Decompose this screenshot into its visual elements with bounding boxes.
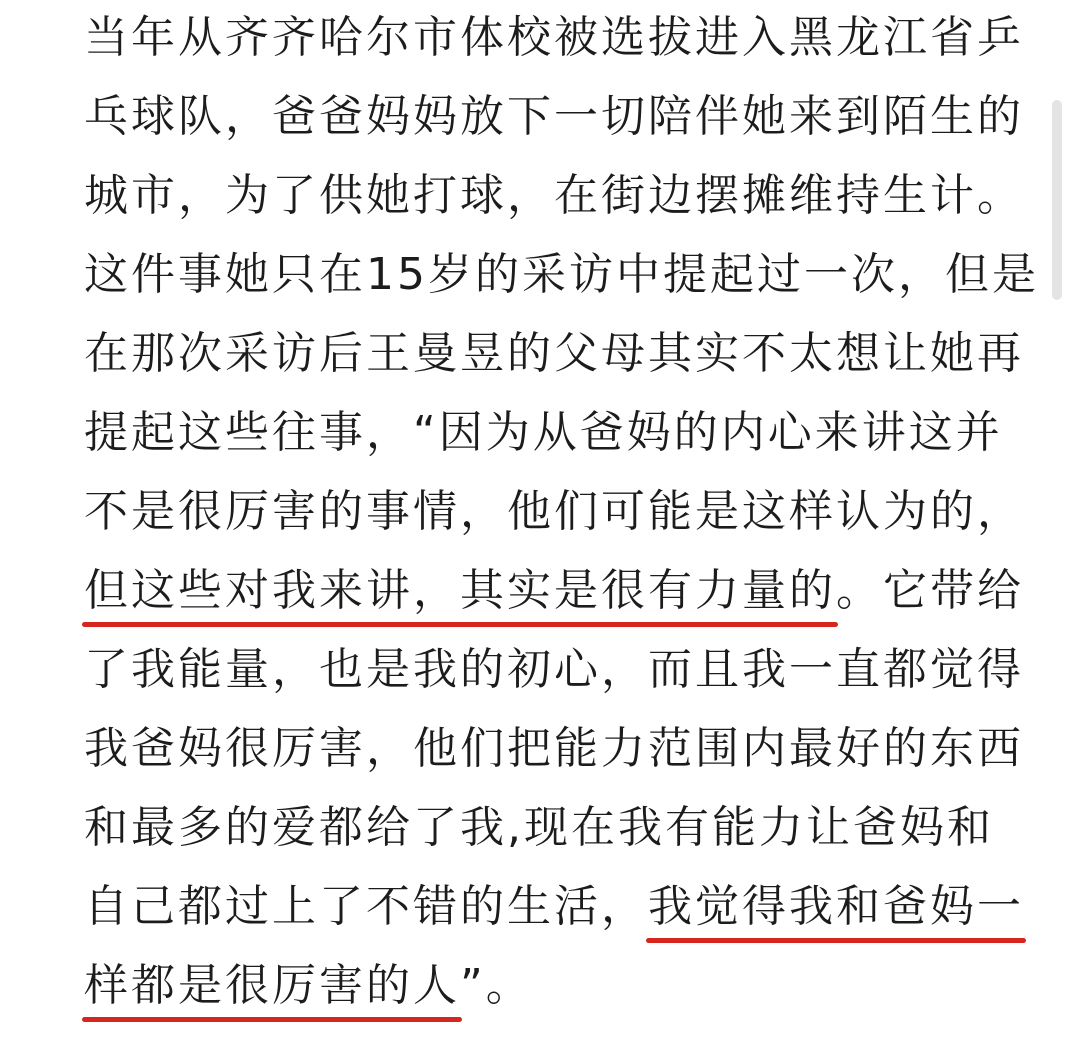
text-line-11: 和最多的爱都给了我,现在我有能力让爸妈和 bbox=[84, 802, 994, 853]
text-line-13 bbox=[84, 954, 1004, 1018]
underlined-quote-1: 但这些对我来讲，其实是很有力量的 bbox=[84, 559, 836, 623]
text-line-8 bbox=[84, 559, 1024, 623]
text-line-8-rest: 。它带给 bbox=[836, 565, 1024, 616]
text-line-1: 当年从齐齐哈尔市体校被选拔进入黑龙江省乒 bbox=[84, 12, 1024, 63]
underlined-quote-2b: 样都是很厉害的人 bbox=[84, 954, 460, 1018]
underlined-quote-2a: 我觉得我和爸妈一 bbox=[648, 875, 1024, 939]
text-line-12-plain: 自己都过上了不错的生活， bbox=[84, 881, 648, 932]
text-line-6: 提起这些往事，“因为从爸妈的内心来讲这并 bbox=[84, 407, 1003, 458]
text-line-9: 了我能量，也是我的初心，而且我一直都觉得 bbox=[84, 644, 1024, 695]
text-line-13-rest: ”。 bbox=[460, 960, 533, 1011]
text-line-10: 我爸妈很厉害，他们把能力范围内最好的东西 bbox=[84, 723, 1024, 774]
text-line-12 bbox=[84, 875, 1024, 939]
text-line-7: 不是很厉害的事情，他们可能是这样认为的， bbox=[84, 486, 1024, 537]
scrollbar-thumb[interactable] bbox=[1052, 100, 1062, 300]
text-line-3: 城市，为了供她打球，在街边摆摊维持生计。 bbox=[84, 170, 1024, 221]
text-line-2: 乓球队，爸爸妈妈放下一切陪伴她来到陌生的 bbox=[84, 91, 1024, 142]
text-line-5: 在那次采访后王曼昱的父母其实不太想让她再 bbox=[84, 328, 1024, 379]
text-line-4: 这件事她只在15岁的采访中提起过一次，但是 bbox=[84, 249, 1039, 300]
